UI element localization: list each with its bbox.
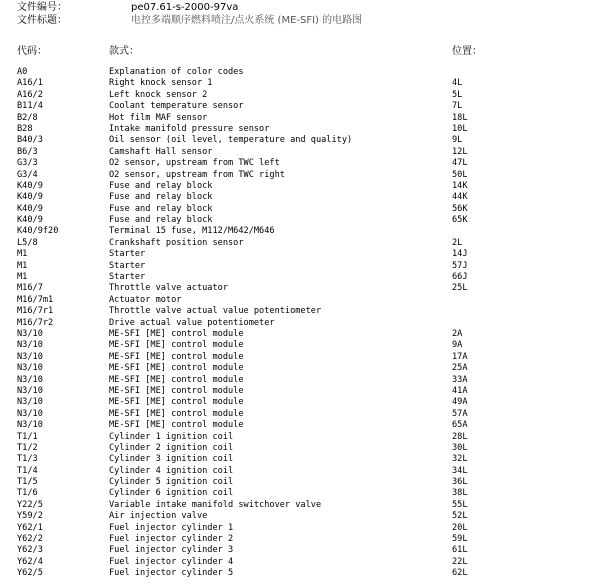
component-description: Fuel injector cylinder 3	[109, 545, 234, 556]
component-code: Y62/2	[17, 534, 43, 545]
component-position: 2A	[452, 328, 463, 339]
component-position: 9A	[452, 340, 463, 351]
list-item	[0, 67, 591, 78]
component-code: K40/9	[17, 215, 43, 226]
component-description: Left knock sensor 2	[109, 89, 208, 100]
component-position: 12L	[452, 146, 468, 157]
list-item	[0, 397, 591, 408]
component-code: G3/4	[17, 169, 38, 180]
component-description: ME-SFI [ME] control module	[109, 420, 244, 431]
list-item	[0, 295, 591, 306]
component-code: Y22/5	[17, 499, 43, 510]
list-item	[0, 557, 591, 568]
list-item	[0, 226, 591, 237]
component-code: M16/7m1	[17, 294, 54, 305]
component-code: B2/8	[17, 112, 38, 123]
component-code: Y62/4	[17, 556, 43, 567]
component-code: N3/10	[17, 363, 43, 374]
component-code: N3/10	[17, 397, 43, 408]
component-description: Cylinder 3 ignition coil	[109, 454, 234, 465]
file-title-label: 文件标题：	[17, 15, 67, 26]
component-position: 14K	[452, 180, 468, 191]
list-item	[0, 192, 591, 203]
component-position: 65K	[452, 215, 468, 226]
component-description: Fuse and relay block	[109, 203, 213, 214]
component-list	[0, 67, 591, 580]
component-description: ME-SFI [ME] control module	[109, 363, 244, 374]
list-item	[0, 318, 591, 329]
list-item	[0, 375, 591, 386]
component-code: M1	[17, 249, 28, 260]
component-position: 32L	[452, 454, 468, 465]
component-position: 65A	[452, 420, 468, 431]
component-position: 30L	[452, 442, 468, 453]
component-position: 59L	[452, 534, 468, 545]
component-description: Fuse and relay block	[109, 215, 213, 226]
list-item	[0, 432, 591, 443]
component-description: Camshaft Hall sensor	[109, 146, 213, 157]
component-position: 56K	[452, 203, 468, 214]
component-position: 36L	[452, 477, 468, 488]
component-description: Cylinder 5 ignition coil	[109, 477, 234, 488]
component-description: Terminal 15 fuse, M112/M642/M646	[109, 226, 275, 237]
file-title-value: 电控多端顺序燃料喷注/点火系统 (ME-SFI) 的电路图	[131, 15, 363, 26]
component-code: B6/3	[17, 146, 38, 157]
list-item	[0, 420, 591, 431]
component-description: Starter	[109, 272, 146, 283]
component-code: Y62/3	[17, 545, 43, 556]
component-position: 44K	[452, 192, 468, 203]
list-item	[0, 113, 591, 124]
component-position: 9L	[452, 135, 463, 146]
component-description: Air injection valve	[109, 511, 208, 522]
list-item	[0, 534, 591, 545]
component-code: M16/7r1	[17, 306, 54, 317]
component-code: N3/10	[17, 351, 43, 362]
component-code: K40/9	[17, 203, 43, 214]
component-position: 57A	[452, 408, 468, 419]
component-code: L5/8	[17, 237, 38, 248]
component-description: Hot film MAF sensor	[109, 112, 208, 123]
list-item	[0, 249, 591, 260]
component-description: Fuel injector cylinder 1	[109, 522, 234, 533]
list-item	[0, 443, 591, 454]
component-position: 10L	[452, 123, 468, 134]
component-code: Y62/5	[17, 568, 43, 579]
component-description: O2 sensor, upstream from TWC left	[109, 158, 280, 169]
list-item	[0, 78, 591, 89]
list-item	[0, 386, 591, 397]
component-description: Right knock sensor 1	[109, 78, 213, 89]
list-item	[0, 409, 591, 420]
component-position: 66J	[452, 272, 468, 283]
list-item	[0, 135, 591, 146]
component-description: Drive actual value potentiometer	[109, 317, 275, 328]
component-description: Cylinder 6 ignition coil	[109, 488, 234, 499]
component-position: 17A	[452, 351, 468, 362]
component-code: B11/4	[17, 101, 43, 112]
column-header-position: 位置：	[452, 46, 482, 57]
component-position: 49A	[452, 397, 468, 408]
component-position: 22L	[452, 556, 468, 567]
component-position: 57J	[452, 260, 468, 271]
component-code: A16/1	[17, 78, 43, 89]
component-position: 28L	[452, 431, 468, 442]
component-code: T1/1	[17, 431, 38, 442]
component-code: T1/4	[17, 465, 38, 476]
component-code: N3/10	[17, 374, 43, 385]
list-item	[0, 283, 591, 294]
list-item	[0, 511, 591, 522]
list-item	[0, 488, 591, 499]
component-description: Throttle valve actual value potentiometer	[109, 306, 322, 317]
component-code: M16/7r2	[17, 317, 54, 328]
component-description: O2 sensor, upstream from TWC right	[109, 169, 285, 180]
component-code: N3/10	[17, 340, 43, 351]
component-code: A0	[17, 67, 28, 77]
component-position: 4L	[452, 78, 463, 89]
component-position: 47L	[452, 158, 468, 169]
column-header-description: 款式：	[109, 46, 139, 57]
component-code: B40/3	[17, 135, 43, 146]
list-item	[0, 101, 591, 112]
list-item	[0, 466, 591, 477]
list-item	[0, 238, 591, 249]
component-position: 33A	[452, 374, 468, 385]
component-position: 55L	[452, 499, 468, 510]
component-position: 25A	[452, 363, 468, 374]
component-description: Cylinder 2 ignition coil	[109, 442, 234, 453]
file-number-value: pe07.61-s-2000-97va	[131, 2, 239, 13]
component-position: 50L	[452, 169, 468, 180]
component-description: Intake manifold pressure sensor	[109, 123, 270, 134]
component-code: T1/6	[17, 488, 38, 499]
list-item	[0, 306, 591, 317]
list-item	[0, 340, 591, 351]
component-position: 41A	[452, 385, 468, 396]
component-code: N3/10	[17, 328, 43, 339]
component-code: K40/9f20	[17, 226, 59, 237]
component-code: M16/7	[17, 283, 43, 294]
component-code: N3/10	[17, 385, 43, 396]
component-position: 18L	[452, 112, 468, 123]
component-description: Fuel injector cylinder 4	[109, 556, 234, 567]
component-description: ME-SFI [ME] control module	[109, 385, 244, 396]
component-position: 2L	[452, 237, 463, 248]
component-description: ME-SFI [ME] control module	[109, 328, 244, 339]
list-item	[0, 215, 591, 226]
list-item	[0, 500, 591, 511]
list-item	[0, 170, 591, 181]
list-item	[0, 545, 591, 556]
list-item	[0, 158, 591, 169]
component-position: 52L	[452, 511, 468, 522]
component-position: 14J	[452, 249, 468, 260]
component-description: Starter	[109, 249, 146, 260]
component-description: Throttle valve actuator	[109, 283, 228, 294]
component-code: T1/2	[17, 442, 38, 453]
list-item	[0, 261, 591, 272]
list-item	[0, 352, 591, 363]
component-position: 34L	[452, 465, 468, 476]
component-position: 25L	[452, 283, 468, 294]
list-item	[0, 272, 591, 283]
component-code: G3/3	[17, 158, 38, 169]
component-code: T1/5	[17, 477, 38, 488]
component-code: K40/9	[17, 192, 43, 203]
list-item	[0, 477, 591, 488]
list-item	[0, 363, 591, 374]
component-description: Starter	[109, 260, 146, 271]
file-number-label: 文件编号：	[17, 2, 67, 13]
list-item	[0, 147, 591, 158]
component-description: Cylinder 1 ignition coil	[109, 431, 234, 442]
component-description: ME-SFI [ME] control module	[109, 408, 244, 419]
component-description: Fuse and relay block	[109, 192, 213, 203]
component-code: K40/9	[17, 180, 43, 191]
component-position: 20L	[452, 522, 468, 533]
component-description: ME-SFI [ME] control module	[109, 340, 244, 351]
component-description: ME-SFI [ME] control module	[109, 374, 244, 385]
component-description: Fuse and relay block	[109, 180, 213, 191]
component-description: Crankshaft position sensor	[109, 237, 244, 248]
component-code: M1	[17, 272, 28, 283]
list-item	[0, 124, 591, 135]
component-description: Oil sensor (oil level, temperature and quality)	[109, 135, 353, 146]
component-position: 62L	[452, 568, 468, 579]
component-position: 7L	[452, 101, 463, 112]
component-position: 38L	[452, 488, 468, 499]
component-description: ME-SFI [ME] control module	[109, 397, 244, 408]
component-code: M1	[17, 260, 28, 271]
component-description: Cylinder 4 ignition coil	[109, 465, 234, 476]
component-description: Variable intake manifold switchover valve	[109, 499, 322, 510]
component-code: Y62/1	[17, 522, 43, 533]
component-description: Fuel injector cylinder 5	[109, 568, 234, 579]
list-item	[0, 181, 591, 192]
component-code: A16/2	[17, 89, 43, 100]
column-header-code: 代码：	[17, 46, 47, 57]
list-item	[0, 568, 591, 579]
component-code: N3/10	[17, 408, 43, 419]
component-description: ME-SFI [ME] control module	[109, 351, 244, 362]
component-description: Coolant temperature sensor	[109, 101, 244, 112]
list-item	[0, 523, 591, 534]
component-position: 61L	[452, 545, 468, 556]
component-description: Actuator motor	[109, 294, 182, 305]
list-item	[0, 204, 591, 215]
component-position: 5L	[452, 89, 463, 100]
list-item	[0, 90, 591, 101]
component-code: B28	[17, 123, 33, 134]
component-description: Fuel injector cylinder 2	[109, 534, 234, 545]
component-code: N3/10	[17, 420, 43, 431]
component-code: Y59/2	[17, 511, 43, 522]
component-code: T1/3	[17, 454, 38, 465]
list-item	[0, 454, 591, 465]
component-description: Explanation of color codes	[109, 67, 244, 77]
list-item	[0, 329, 591, 340]
